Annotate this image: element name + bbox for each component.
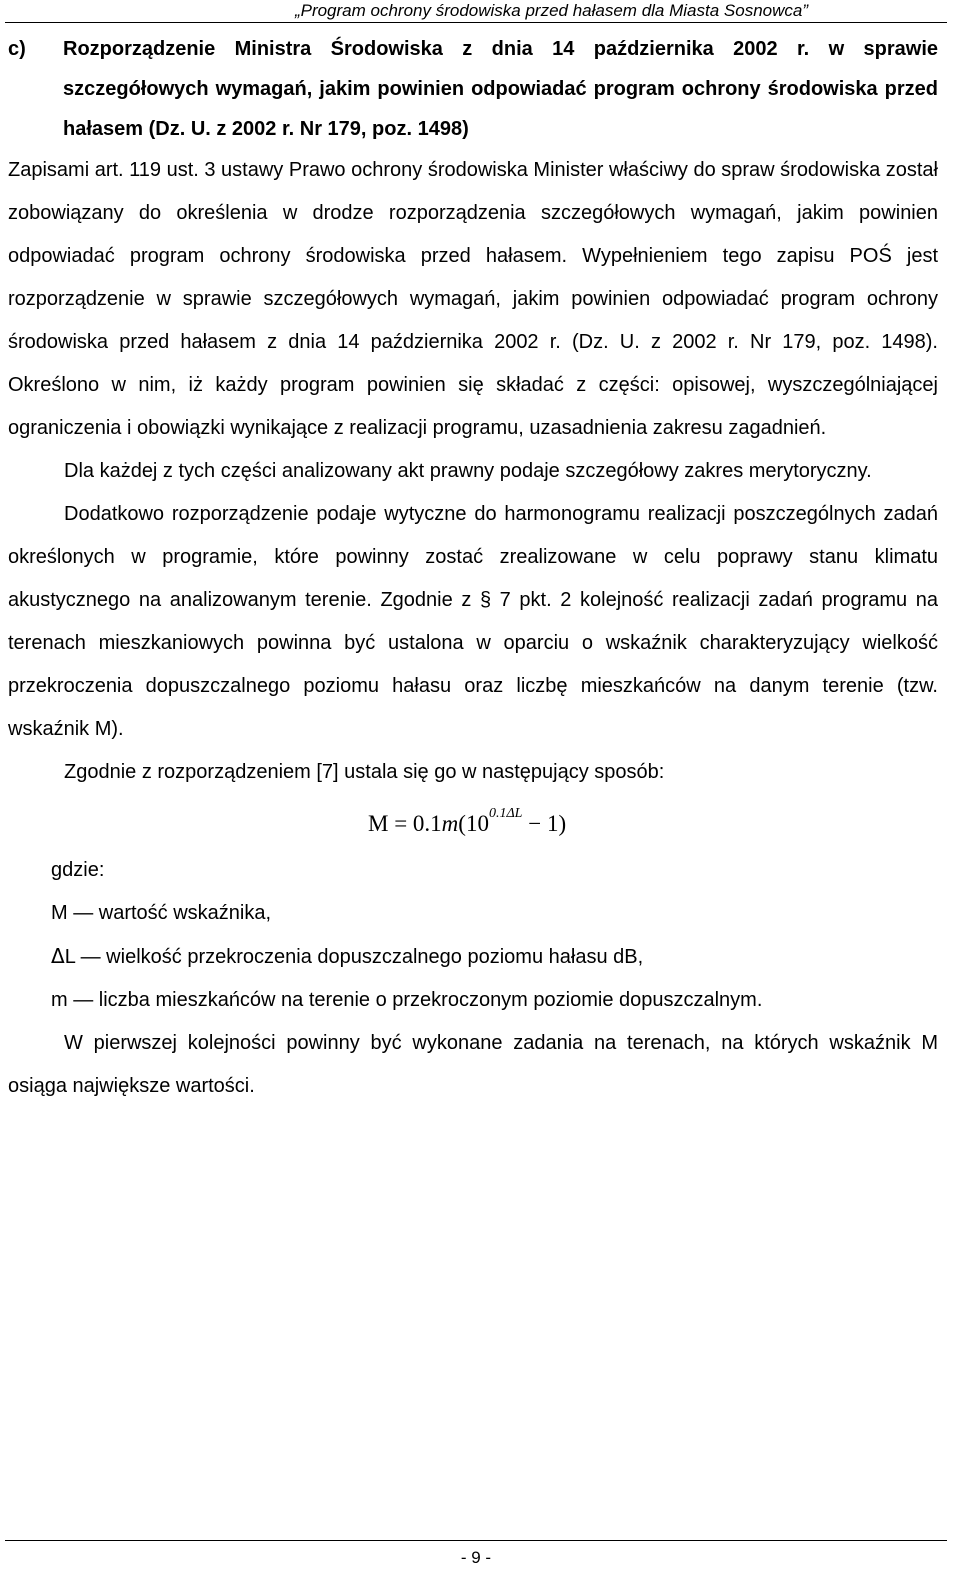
paragraph-scope: Dla każdej z tych części analizowany akt prawny podaje szczegółowy zakres merytoryczny. bbox=[64, 460, 872, 482]
page-number: - 9 - bbox=[460, 1548, 492, 1567]
page-footer bbox=[5, 1540, 947, 1567]
header-divider bbox=[5, 22, 947, 23]
formula-base: (10 bbox=[458, 811, 489, 836]
delta-symbol: Δ bbox=[51, 944, 65, 968]
section-heading-text: Rozporządzenie Ministra Środowiska z dnia 14 października 2002 r. w sprawie szczegółowych wymagań, jakim powinien odpowiadać program ochrony środowiska przed hałasem (Dz. U. z 2002 r. Nr 179, poz. 1498) bbox=[63, 38, 938, 140]
paragraph-formula-intro: Zgodnie z rozporządzeniem [7] ustala się go w następujący sposób: bbox=[64, 761, 665, 783]
paragraph-schedule: Dodatkowo rozporządzenie podaje wytyczne do harmonogramu realizacji poszczególnych zadań określonych w programie, które powinny zostać zrealizowane w celu poprawy stanu klimatu akustycznego na analizowanym terenie. Zgodnie z § 7 pkt. 2 kolejność realizacji zadań programu na terenach mieszkaniowych powinna być ustalona w oparciu o wskaźnik charakteryzujący wielkość przekroczenia dopuszczalnego poziomu hałasu oraz liczbę mieszkańców na danym terenie (tzw. wskaźnik M). bbox=[8, 503, 938, 740]
footer-divider bbox=[5, 1540, 947, 1541]
definition-m-upper: M — wartość wskaźnika, bbox=[51, 902, 272, 924]
formula-variable-m: m bbox=[441, 811, 459, 836]
definition-delta-l-text: L — wielkość przekroczenia dopuszczalnego poziomu hałasu dB, bbox=[64, 946, 644, 968]
indicator-formula bbox=[8, 794, 938, 849]
formula-lhs: M = 0.1 bbox=[368, 811, 442, 836]
definition-delta-l bbox=[51, 935, 938, 979]
section-heading bbox=[8, 29, 938, 149]
formula-definitions bbox=[8, 849, 938, 1022]
definitions-intro: gdzie: bbox=[51, 859, 105, 881]
paragraph-legal-basis: Zapisami art. 119 ust. 3 ustawy Prawo ochrony środowiska Minister właściwy do spraw środowiska został zobowiązany do określenia w drodze rozporządzenia szczegółowych wymagań, jakim powinien odpowiadać program ochrony środowiska przed hałasem. Wypełnieniem tego zapisu POŚ jest rozporządzenie w sprawie szczegółowych wymagań, jakim powinien odpowiadać program ochrony środowiska przed hałasem z dnia 14 października 2002 r. (Dz. U. z 2002 r. Nr 179, poz. 1498). Określono w nim, iż każdy program powinien się składać z części: opisowej, wyszczególniającej ograniczenia i obowiązki wynikające z realizacji programu, uzasadnienia zakresu zagadnień. bbox=[8, 159, 938, 439]
formula-exponent: 0.1ΔL bbox=[488, 806, 523, 821]
paragraph-closing: W pierwszej kolejności powinny być wykonane zadania na terenach, na których wskaźnik M osiąga największe wartości. bbox=[8, 1032, 938, 1097]
document-title: „Program ochrony środowiska przed hałasem dla Miasta Sosnowca” bbox=[294, 1, 808, 20]
formula-tail: − 1) bbox=[522, 811, 567, 836]
definition-m-lower: m — liczba mieszkańców na terenie o przekroczonym poziomie dopuszczalnym. bbox=[51, 989, 763, 1011]
section-letter: c) bbox=[8, 38, 26, 60]
page-content bbox=[8, 29, 938, 1108]
